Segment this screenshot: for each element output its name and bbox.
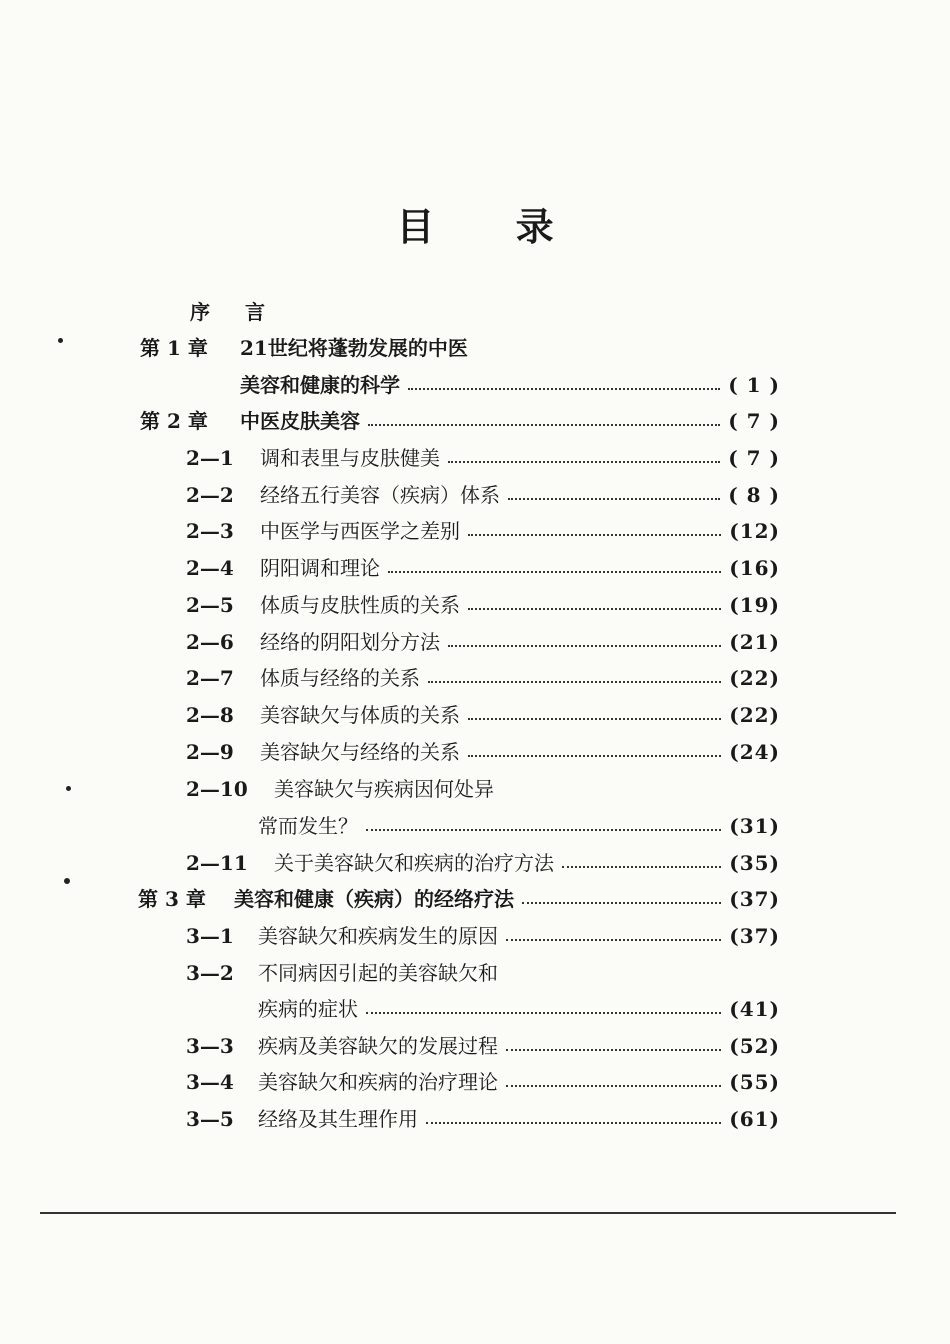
toc-entry-page: (19) bbox=[729, 593, 780, 617]
toc-chapter-3[interactable] bbox=[138, 881, 780, 917]
toc-entry-text: 经络及其生理作用 bbox=[258, 1107, 418, 1131]
toc-entry-page: (21) bbox=[729, 630, 780, 654]
toc-entry-number: 第 2 章 bbox=[140, 409, 208, 433]
toc-leader bbox=[408, 388, 720, 390]
toc-entry-number: 2—11 bbox=[186, 851, 248, 875]
scan-speck bbox=[66, 786, 71, 791]
toc-entry-page: (55) bbox=[729, 1070, 780, 1094]
toc-leader bbox=[468, 755, 721, 757]
toc-section-2-7[interactable] bbox=[186, 660, 780, 696]
toc-leader bbox=[388, 571, 721, 573]
toc-entry-text: 体质与经络的关系 bbox=[260, 666, 420, 690]
toc-leader bbox=[366, 829, 721, 831]
toc-chapter-1-cont[interactable] bbox=[240, 367, 780, 403]
toc-entry-number: 3—2 bbox=[186, 961, 234, 985]
toc-section-2-1[interactable] bbox=[186, 440, 780, 476]
toc-section-2-3[interactable] bbox=[186, 513, 780, 549]
toc-entry-text: 美容缺欠和疾病的治疗理论 bbox=[258, 1070, 498, 1094]
toc-entry-number: 2—6 bbox=[186, 630, 234, 654]
toc-leader bbox=[368, 424, 720, 426]
toc-entry-number: 2—5 bbox=[186, 593, 234, 617]
toc-entry-number: 2—10 bbox=[186, 777, 248, 801]
toc-entry-page: (24) bbox=[729, 740, 780, 764]
toc-entry-page: ( 1 ) bbox=[728, 373, 780, 397]
toc-leader bbox=[506, 1085, 721, 1087]
toc-entry-number: 2—4 bbox=[186, 556, 234, 580]
toc-section-2-8[interactable] bbox=[186, 697, 780, 733]
toc-leader bbox=[426, 1122, 721, 1124]
toc-section-2-6[interactable] bbox=[186, 624, 780, 660]
toc-leader bbox=[448, 645, 721, 647]
toc-leader bbox=[468, 608, 721, 610]
toc-leader bbox=[506, 939, 721, 941]
toc-entry-text: 中医皮肤美容 bbox=[240, 409, 360, 433]
toc-section-3-3[interactable] bbox=[186, 1028, 780, 1064]
toc-chapter-1[interactable] bbox=[140, 330, 780, 366]
toc-entry-text: 阴阳调和理论 bbox=[260, 556, 380, 580]
toc-leader bbox=[506, 1049, 721, 1051]
toc-section-2-10-cont[interactable] bbox=[258, 808, 780, 844]
toc-entry-number: 3—4 bbox=[186, 1070, 234, 1094]
toc-entry-text: 美容和健康的科学 bbox=[240, 373, 400, 397]
toc-entry-number: 2—2 bbox=[186, 483, 234, 507]
toc-chapter-2[interactable] bbox=[140, 403, 780, 439]
toc-leader bbox=[366, 1012, 721, 1014]
toc-leader bbox=[468, 718, 721, 720]
toc-entry-text: 美容和健康（疾病）的经络疗法 bbox=[234, 887, 514, 911]
toc-entry-page: (22) bbox=[729, 666, 780, 690]
toc-section-3-1[interactable] bbox=[186, 918, 780, 954]
toc-entry-text: 美容缺欠与疾病因何处异 bbox=[274, 777, 494, 801]
toc-entry-text: 不同病因引起的美容缺欠和 bbox=[258, 961, 498, 985]
toc-entry-text: 中医学与西医学之差别 bbox=[260, 519, 460, 543]
toc-leader bbox=[508, 498, 720, 500]
toc-leader bbox=[428, 681, 721, 683]
toc-entry-page: (41) bbox=[729, 997, 780, 1021]
toc-entry-page: (52) bbox=[729, 1034, 780, 1058]
toc-entry-text: 常而发生？ bbox=[258, 814, 358, 838]
toc-entry-text: 体质与皮肤性质的关系 bbox=[260, 593, 460, 617]
toc-entry-number: 3—3 bbox=[186, 1034, 234, 1058]
toc-entry-page: (37) bbox=[729, 887, 780, 911]
toc-entry-text: 美容缺欠与经络的关系 bbox=[260, 740, 460, 764]
toc-entry-page: (22) bbox=[729, 703, 780, 727]
toc-entry-text: 经络五行美容（疾病）体系 bbox=[260, 483, 500, 507]
toc-entry-text: 调和表里与皮肤健美 bbox=[260, 446, 440, 470]
toc-section-3-5[interactable] bbox=[186, 1101, 780, 1137]
toc-entry-text: 疾病的症状 bbox=[258, 997, 358, 1021]
toc-entry-number: 2—3 bbox=[186, 519, 234, 543]
toc-entry-number: 第 3 章 bbox=[138, 887, 206, 911]
toc-entry-page: ( 7 ) bbox=[728, 409, 780, 433]
toc-section-2-4[interactable] bbox=[186, 550, 780, 586]
toc-preface-label: 序 言 bbox=[190, 300, 279, 324]
toc-section-2-11[interactable] bbox=[186, 845, 780, 881]
toc-entry-page: (31) bbox=[729, 814, 780, 838]
toc-leader bbox=[522, 902, 721, 904]
toc-leader bbox=[562, 866, 721, 868]
toc-entry-page: (35) bbox=[729, 851, 780, 875]
toc-section-3-2[interactable] bbox=[186, 955, 780, 991]
toc-leader bbox=[448, 461, 720, 463]
toc-section-2-10[interactable] bbox=[186, 771, 780, 807]
toc-entry-page: ( 7 ) bbox=[728, 446, 780, 470]
toc-entry-text: 美容缺欠与体质的关系 bbox=[260, 703, 460, 727]
toc-section-2-5[interactable] bbox=[186, 587, 780, 623]
toc-entry-number: 第 1 章 bbox=[140, 336, 208, 360]
toc-entry-page: (16) bbox=[729, 556, 780, 580]
page-title: 目 录 bbox=[396, 204, 588, 249]
toc-entry-text: 美容缺欠和疾病发生的原因 bbox=[258, 924, 498, 948]
toc-entry-number: 3—1 bbox=[186, 924, 234, 948]
toc-section-2-9[interactable] bbox=[186, 734, 780, 770]
toc-entry-page: ( 8 ) bbox=[728, 483, 780, 507]
scan-speck bbox=[64, 878, 70, 884]
toc-entry-number: 2—8 bbox=[186, 703, 234, 727]
toc-entry-number: 3—5 bbox=[186, 1107, 234, 1131]
page-bottom-rule bbox=[40, 1212, 896, 1214]
scan-speck bbox=[58, 338, 63, 343]
toc-entry-number: 2—9 bbox=[186, 740, 234, 764]
toc-entry-text: 关于美容缺欠和疾病的治疗方法 bbox=[274, 851, 554, 875]
toc-entry-number: 2—1 bbox=[186, 446, 234, 470]
toc-preface[interactable] bbox=[190, 294, 279, 330]
toc-entry-page: (61) bbox=[729, 1107, 780, 1131]
toc-entry-number: 2—7 bbox=[186, 666, 234, 690]
toc-section-3-2-cont[interactable] bbox=[258, 991, 780, 1027]
toc-section-3-4[interactable] bbox=[186, 1064, 780, 1100]
toc-section-2-2[interactable] bbox=[186, 477, 780, 513]
toc-entry-page: (12) bbox=[729, 519, 780, 543]
toc-entry-page: (37) bbox=[729, 924, 780, 948]
toc-entry-text: 经络的阴阳划分方法 bbox=[260, 630, 440, 654]
toc-entry-text: 21世纪将蓬勃发展的中医 bbox=[240, 336, 468, 360]
toc-leader bbox=[468, 534, 721, 536]
toc-entry-text: 疾病及美容缺欠的发展过程 bbox=[258, 1034, 498, 1058]
